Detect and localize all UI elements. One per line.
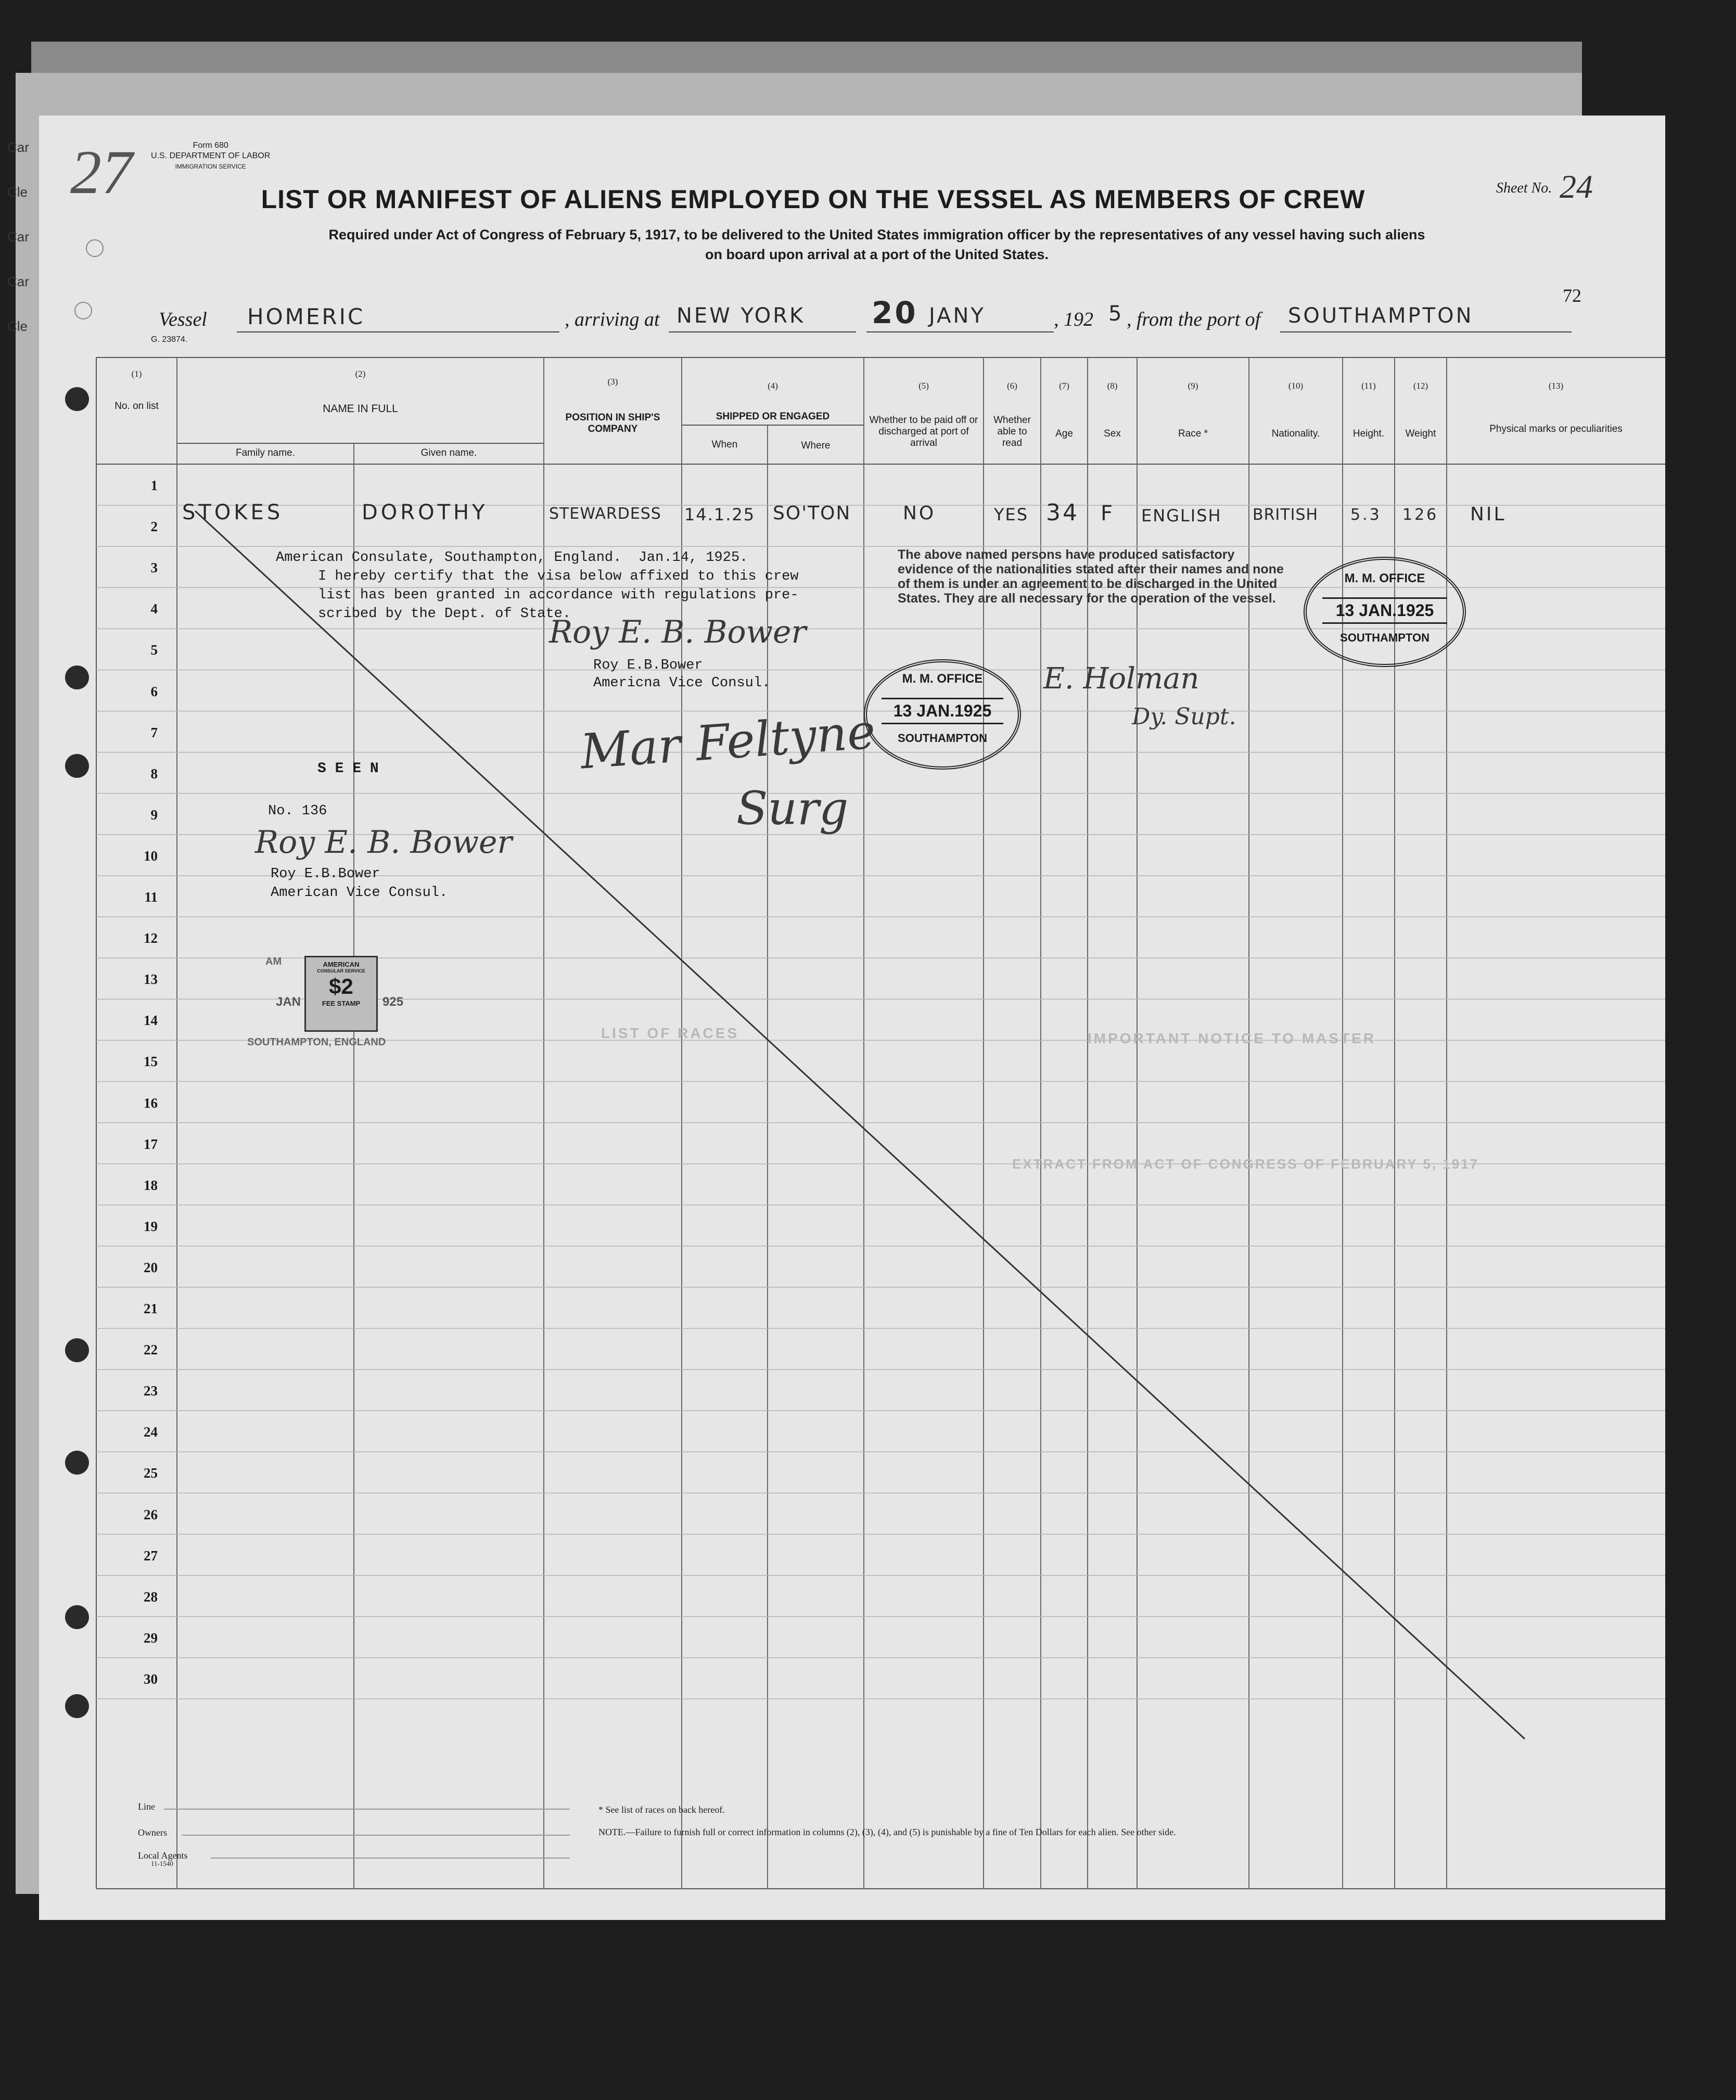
header-shipped-or-engaged: SHIPPED OR ENGAGED xyxy=(716,411,830,422)
row-number: 6 xyxy=(150,683,158,699)
entry-paid-off: NO xyxy=(903,503,936,524)
row-number: 7 xyxy=(150,724,158,740)
header-no-on-list: No. on list xyxy=(114,401,159,412)
seen-signature: Roy E. B. Bower xyxy=(255,824,513,861)
year-label: , 192 xyxy=(1054,309,1093,330)
row-number: 30 xyxy=(144,1671,158,1687)
footer-agents-label: Local Agents xyxy=(138,1850,188,1861)
vessel-label: Vessel xyxy=(159,309,207,330)
header-weight: Weight xyxy=(1405,428,1436,439)
row-number: 28 xyxy=(144,1589,158,1605)
row-number: 19 xyxy=(144,1218,158,1234)
row-number: 26 xyxy=(144,1506,158,1522)
row-number: 24 xyxy=(144,1424,158,1440)
consul-signer: Roy E.B.Bower Americna Vice Consul. xyxy=(593,658,771,691)
header-nationality: Nationality. xyxy=(1271,428,1320,439)
footer-owners-label: Owners xyxy=(138,1827,167,1838)
seen-label: S E E N xyxy=(317,761,379,777)
cancel-diagonal-line xyxy=(195,511,1525,1739)
header-where: Where xyxy=(801,440,831,451)
consular-fee-stamp: AMERICAN CONSULAR SERVICE $2 FEE STAMP xyxy=(304,956,378,1032)
entry-nationality: BRITISH xyxy=(1253,506,1319,524)
entry-height: 5.3 xyxy=(1350,506,1382,524)
bleed-through-heading: LIST OF RACES xyxy=(601,1025,739,1041)
row-number: 21 xyxy=(144,1301,158,1316)
header-age: Age xyxy=(1055,428,1073,439)
page-number: 72 xyxy=(1563,285,1581,306)
entry-given-name: DOROTHY xyxy=(362,501,488,524)
header-family-name: Family name. xyxy=(235,447,296,458)
row-number: 16 xyxy=(144,1095,158,1111)
other-signature: Mar Feltyne xyxy=(578,703,877,780)
entry-sex: F xyxy=(1101,502,1115,526)
header-physical-marks: Physical marks or peculiarities xyxy=(1489,424,1623,434)
arriving-label: , arriving at xyxy=(565,309,660,330)
footer-agents-code: 11-1540 xyxy=(151,1860,173,1867)
row-number: 22 xyxy=(144,1342,158,1358)
header-paid-off: Whether to be paid off or discharged at port of arrival xyxy=(869,415,978,449)
mm-office-stamp: M. M. OFFICE 13 JAN.1925 SOUTHAMPTON xyxy=(1304,557,1466,667)
header-race: Race * xyxy=(1178,428,1208,439)
entry-age: 34 xyxy=(1046,500,1079,526)
arrival-month: JANY xyxy=(929,304,986,328)
header-position: POSITION IN SHIP'S COMPANY xyxy=(565,412,660,434)
year-digit: 5 xyxy=(1108,302,1124,326)
sheet-number: 24 xyxy=(1560,168,1593,205)
manifest-page: 27 Form 680 U.S. DEPARTMENT OF LABOR IMMIGRATION SERVICE Sheet No. 24 LIST OR MANIFEST OF ALIENS EMPLOYED ON THE VESSEL AS MEMBERS OF CREW Required under Act of Congress of February 5, 1917, to be delivered to the United States immigration officer by the representatives of any vessel having such aliens on board upon arrival at a port of the United States. 72 Vessel HOMERIC , arriving at NEW YORK 20 JANY , 192 5 , from the port of SOUTHAMPTON G. 23874. (1) (2) (3) (4) (5) (6) (7) (8) (9) (10) (11) (12) (13) No. on list NAME IN FULL Family name. Given name. POSITION IN SHIP'S COMPANY SHIPPED OR ENGAGED When Where Whether to be paid off or discharged at port of arrival Whether able to read Age Sex Race * Nationality. Height. Weight Physical marks or peculiarities 1 2 3 4 5 6 7 8 9 10 11 12 13 14 15 16 17 18 19 20 21 22 23 24 25 26 27 28 29 30 STOKES DOROTHY STEWARDESS 14.1.25 SO'TON NO YES 34 F ENGLISH BRITISH 5.3 126 NIL American Consulate, Southampton, England. Jan.14, 1925. I hereby certify that the visa below affixed to this crew list has been granted in accordance with regulations pre- scribed by the Dept. of State. Roy E. B. Bower Roy E.B.Bower Americna Vice Consul. The above named persons have produced satisfactory evidence of the nationalities stated after their names and none of them is under an agreement to be discharged in the United States. They are all necessary for the operation of the vessel. E. Holman Dy. Supt. M. M. OFFICE 13 JAN.1925 SOUTHAMPTON M. M. OFFICE 13 JAN.1925 SOUTHAMPTON Mar Feltyne Surg S E E N No. 136 Roy E. B. Bower Roy E.B.Bower American Vice Consul. AM JAN 925 SOUTHAMPTON, ENGLAND AMERICAN CONSULAR SERVICE $2 FEE STAMP LIST OF RACES IMPORTANT NOTICE TO MASTER EXTRACT FROM ACT OF CONGRESS OF FEBRUARY 5, 1917 Line Owners Local Agents 11-1540 * See list of races on back hereof. NOTE.—Failure to furnish full or correct information in columns (2), (3), (4), and (5) is punishable by a fine of Ten Dollars for each alien. See other side. xyxy=(39,116,1665,1920)
row-number: 29 xyxy=(144,1630,158,1646)
header-when: When xyxy=(711,439,738,450)
footer-line-label: Line xyxy=(138,1801,155,1812)
margin-number: 27 xyxy=(70,137,133,207)
entry-shipped-where: SO'TON xyxy=(773,503,851,524)
seen-number: No. 136 xyxy=(268,803,327,819)
nationality-certification: The above named persons have produced satisfactory evidence of the nationalities stated after their names and none of them is under an agreement to be discharged in the United States. They are all necessary for the operation of the vessel. xyxy=(898,547,1284,606)
mm-office-stamp: M. M. OFFICE 13 JAN.1925 SOUTHAMPTON xyxy=(864,659,1021,770)
underlying-sheet-labels: Car Cle Car Car Cle xyxy=(7,139,29,334)
row-number: 20 xyxy=(144,1259,158,1275)
from-label: , from the port of xyxy=(1127,309,1261,330)
row-number: 12 xyxy=(144,930,158,946)
row-number: 3 xyxy=(150,560,158,576)
row-number: 9 xyxy=(150,806,158,823)
row-number: 10 xyxy=(144,848,158,864)
entry-position: STEWARDESS xyxy=(549,505,661,523)
page-subtitle: Required under Act of Congress of February 5, 1917, to be delivered to the United States immigration officer by the representatives of any vessel having such aliens on board upon arrival at a port of the United States. xyxy=(328,227,1425,262)
row-number: 27 xyxy=(144,1547,158,1564)
entry-able-to-read: YES xyxy=(994,505,1029,524)
row-number: 18 xyxy=(144,1177,158,1193)
header-able-to-read: Whether able to read xyxy=(993,415,1031,449)
header-sex: Sex xyxy=(1104,428,1121,439)
row-number: 25 xyxy=(144,1465,158,1481)
bleed-through-extract: EXTRACT FROM ACT OF CONGRESS OF FEBRUARY 5, 1917 xyxy=(1012,1156,1479,1172)
header-given-name: Given name. xyxy=(420,447,477,458)
sheet-label: Sheet No. xyxy=(1496,180,1552,196)
superintendent-signature: E. Holman xyxy=(1043,662,1199,696)
entry-physical-marks: NIL xyxy=(1470,504,1507,525)
entry-family-name: STOKES xyxy=(182,501,284,524)
row-number: 13 xyxy=(144,971,158,988)
row-number: 4 xyxy=(150,601,158,617)
row-number: 14 xyxy=(144,1013,158,1029)
row-number: 2 xyxy=(150,519,158,535)
vessel-name: HOMERIC xyxy=(247,304,365,329)
header-height: Height. xyxy=(1352,428,1385,439)
superintendent-title: Dy. Supt. xyxy=(1132,703,1236,730)
entry-race: ENGLISH xyxy=(1141,506,1222,526)
arrival-day: 20 xyxy=(872,295,918,330)
from-port: SOUTHAMPTON xyxy=(1288,304,1474,328)
penalty-note: NOTE.—Failure to furnish full or correct information in columns (2), (3), (4), and (5) is punishable by a fine of Ten Dollars for each alien. See other side. xyxy=(598,1827,1176,1837)
seen-signer: Roy E.B.Bower American Vice Consul. xyxy=(271,866,448,901)
row-number: 17 xyxy=(144,1136,158,1152)
header-name-in-full: NAME IN FULL xyxy=(323,403,398,415)
bleed-through-notice: IMPORTANT NOTICE TO MASTER xyxy=(1088,1030,1376,1046)
page-title: LIST OR MANIFEST OF ALIENS EMPLOYED ON THE VESSEL AS MEMBERS OF CREW xyxy=(261,185,1365,214)
row-number: 15 xyxy=(144,1054,158,1070)
row-number: 11 xyxy=(144,889,158,905)
consul-signature: Roy E. B. Bower xyxy=(549,614,807,650)
other-signature-title: Surg xyxy=(736,782,849,835)
entry-weight: 126 xyxy=(1402,506,1439,524)
arriving-port: NEW YORK xyxy=(676,304,806,328)
row-number: 8 xyxy=(150,765,158,782)
row-number: 5 xyxy=(150,642,158,658)
row-number: 1 xyxy=(150,478,158,493)
print-code: G. 23874. xyxy=(151,335,188,344)
row-number: 23 xyxy=(144,1383,158,1399)
entry-shipped-when: 14.1.25 xyxy=(684,505,756,524)
races-note: * See list of races on back hereof. xyxy=(598,1804,725,1815)
form-identification: Form 680 U.S. DEPARTMENT OF LABOR IMMIGRATION SERVICE xyxy=(151,141,271,170)
consulate-certificate: American Consulate, Southampton, England. Jan.14, 1925. I hereby certify that the visa below affixed to this crew list has been granted in accordance with regulations pre- scribed by the Dept. of State. xyxy=(276,550,799,622)
